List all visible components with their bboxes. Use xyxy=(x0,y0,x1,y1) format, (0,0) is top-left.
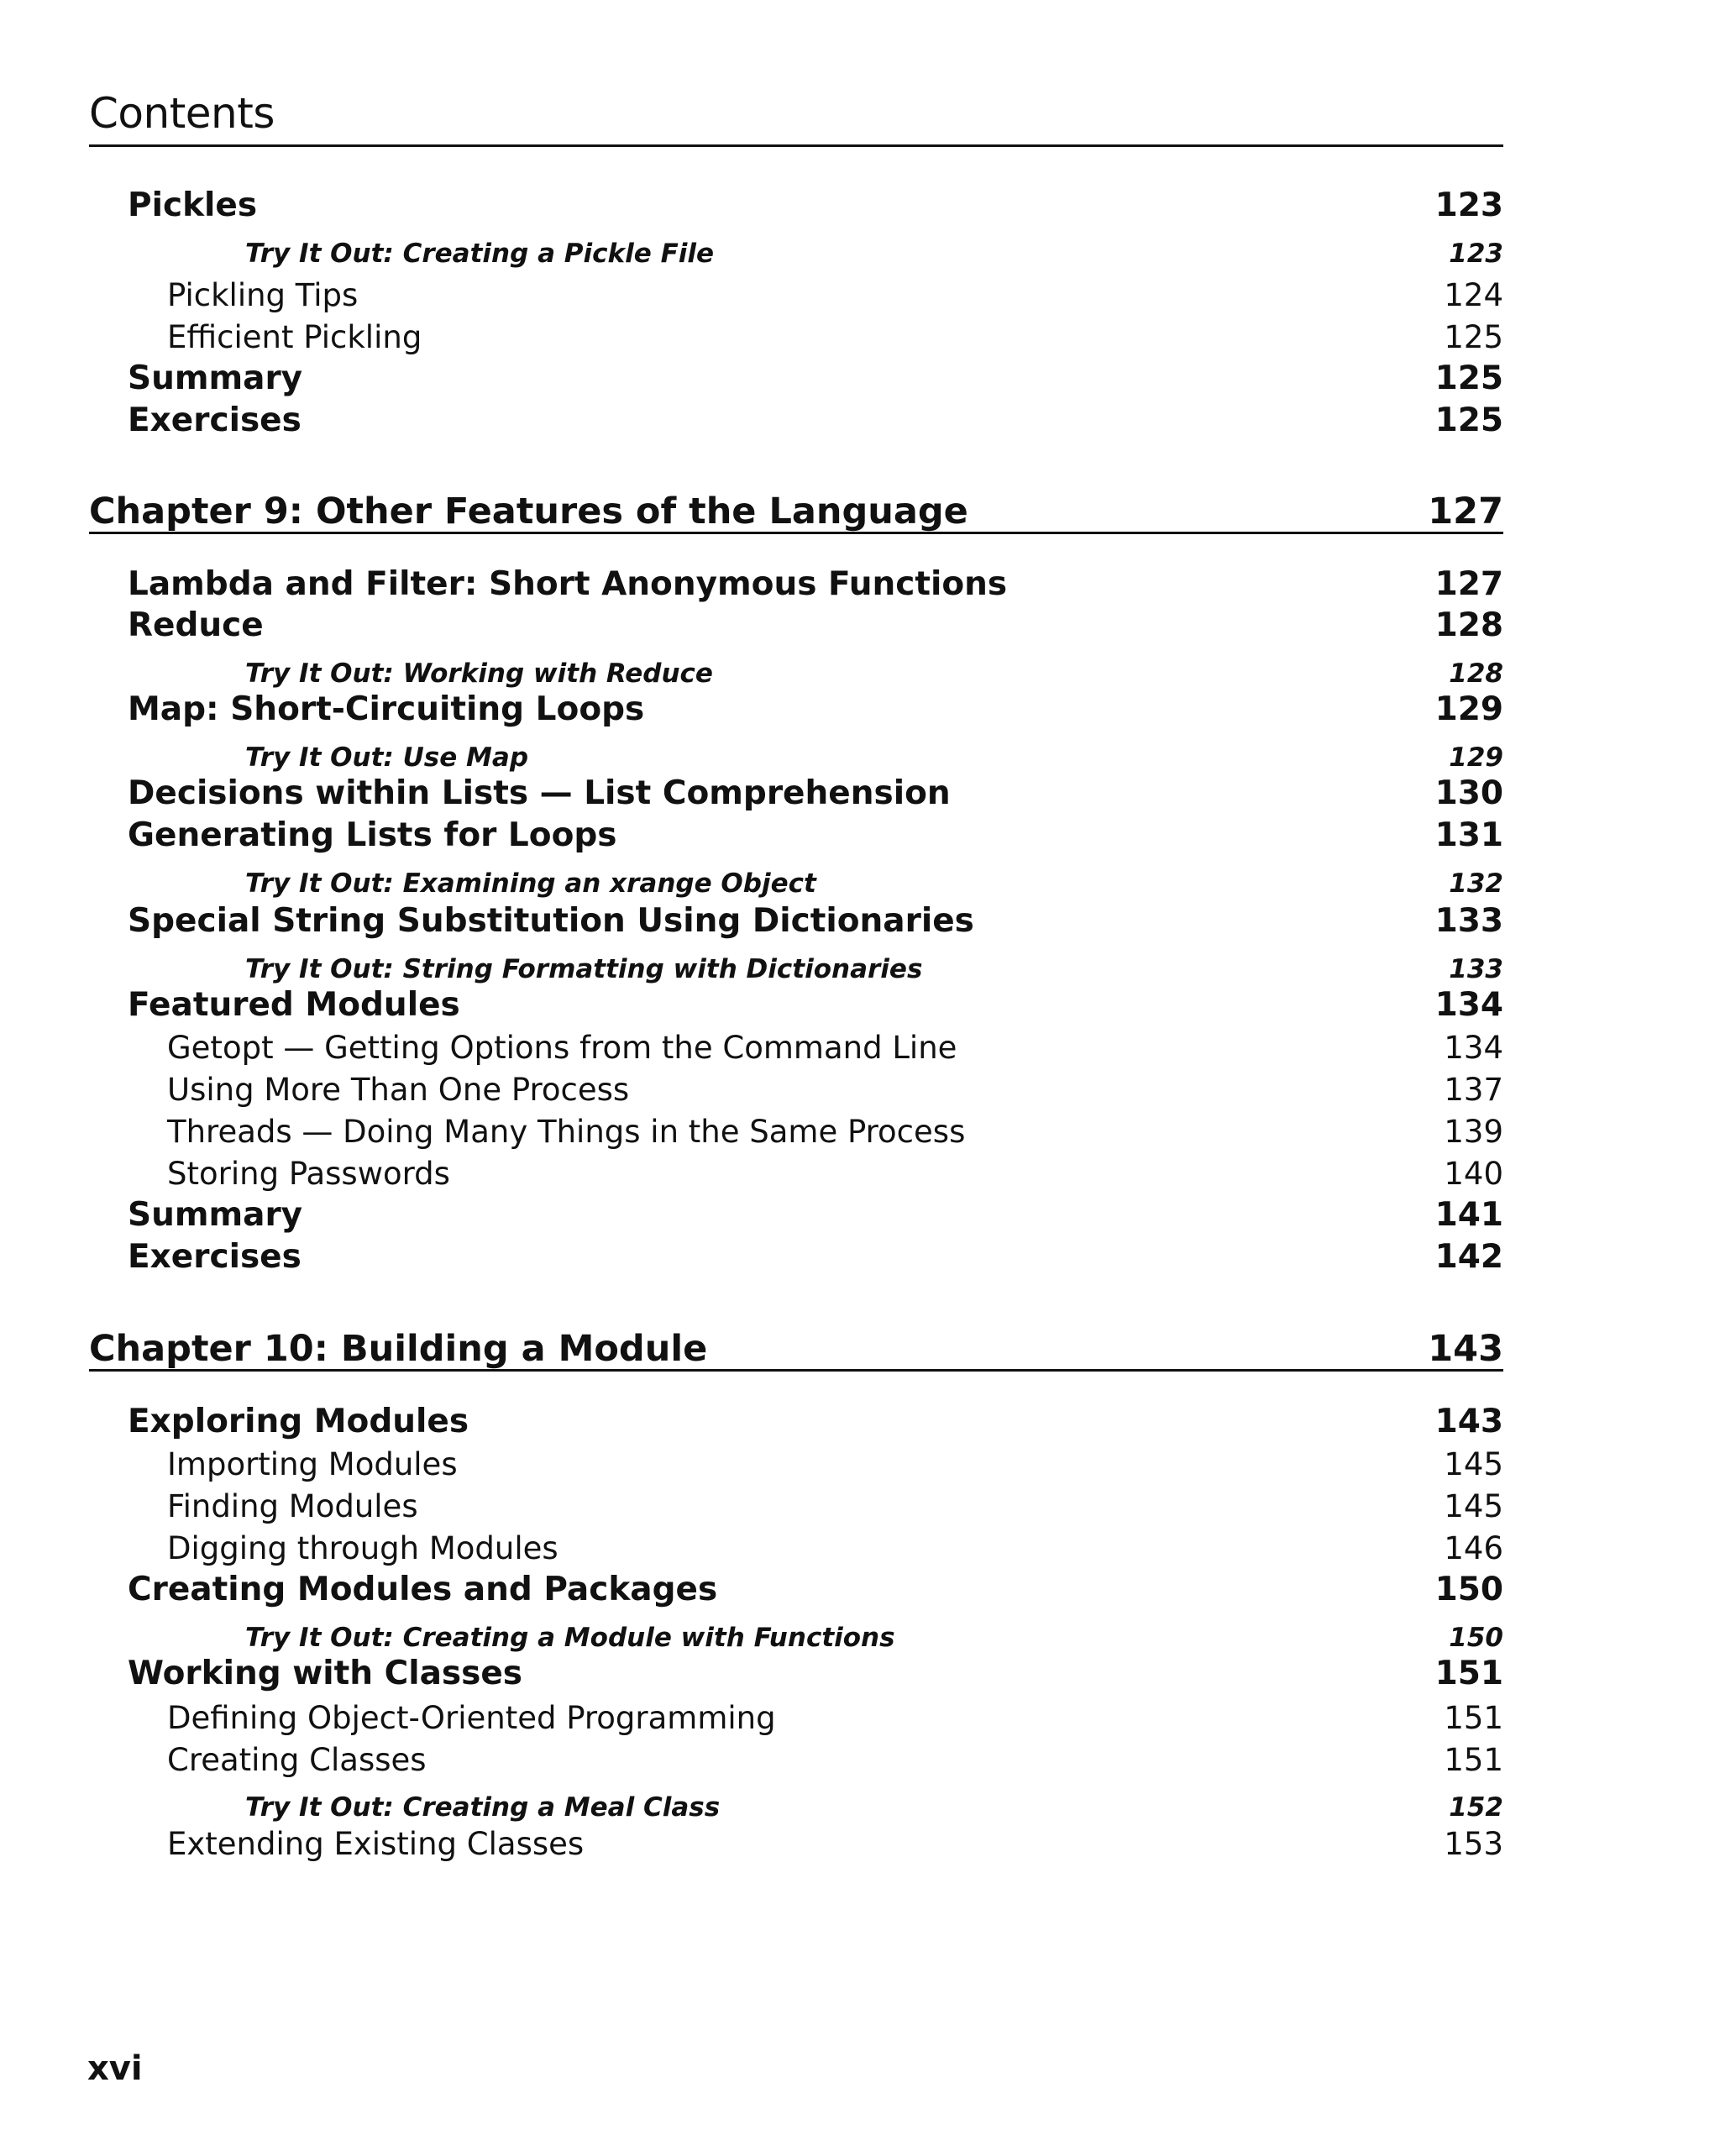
toc-section-entry xyxy=(89,565,1503,603)
toc-entry-page: 133 xyxy=(1449,954,1503,984)
toc-entry-page: 129 xyxy=(1434,690,1503,728)
toc-subsection-entry xyxy=(89,1030,1503,1066)
toc-entry-page: 133 xyxy=(1434,902,1503,940)
toc-entry-page: 125 xyxy=(1444,319,1503,355)
toc-subsection-entry xyxy=(89,1446,1503,1482)
page-title: Contents xyxy=(89,89,275,138)
toc-entry-title: Extending Existing Classes xyxy=(167,1826,585,1862)
toc-try-it-out-entry xyxy=(89,954,1503,984)
toc-entry-title: Try It Out: String Formatting with Dictionaries xyxy=(245,954,923,984)
toc-entry-title: Importing Modules xyxy=(167,1446,458,1482)
toc-section-entry xyxy=(89,690,1503,728)
toc-entry-page: 150 xyxy=(1434,1571,1503,1608)
toc-entry-title: Finding Modules xyxy=(167,1488,418,1524)
toc-entry-title: Storing Passwords xyxy=(167,1156,450,1192)
toc-try-it-out-entry xyxy=(89,742,1503,773)
toc-entry-title: Decisions within Lists — List Comprehension xyxy=(128,774,951,812)
toc-entry-title: Pickling Tips xyxy=(167,277,359,313)
toc-entry-title: Creating Modules and Packages xyxy=(128,1571,718,1608)
toc-section-entry xyxy=(89,1403,1503,1440)
toc-section-entry xyxy=(89,359,1503,397)
toc-entry-title: Chapter 9: Other Features of the Language xyxy=(89,490,968,532)
toc-entry-page: 153 xyxy=(1444,1826,1503,1862)
toc-section-entry xyxy=(89,1571,1503,1608)
toc-subsection-entry xyxy=(89,1700,1503,1736)
toc-section-entry xyxy=(89,1238,1503,1276)
toc-entry-page: 143 xyxy=(1428,1328,1503,1370)
toc-section-entry xyxy=(89,606,1503,644)
toc-subsection-entry xyxy=(89,1072,1503,1108)
toc-entry-page: 124 xyxy=(1444,277,1503,313)
toc-entry-title: Getopt — Getting Options from the Command Line xyxy=(167,1030,957,1066)
toc-entry-page: 137 xyxy=(1444,1072,1503,1108)
toc-entry-title: Chapter 10: Building a Module xyxy=(89,1328,708,1370)
toc-entry-title: Summary xyxy=(128,1196,303,1234)
toc-entry-page: 146 xyxy=(1444,1530,1503,1566)
toc-section-entry xyxy=(89,1196,1503,1234)
toc-entry-title: Creating Classes xyxy=(167,1742,427,1778)
toc-entry-page: 128 xyxy=(1434,606,1503,644)
toc-entry-page: 132 xyxy=(1449,868,1503,899)
toc-subsection-entry xyxy=(89,1742,1503,1778)
toc-try-it-out-entry xyxy=(89,868,1503,899)
toc-entry-page: 142 xyxy=(1434,1238,1503,1276)
toc-entry-title: Generating Lists for Loops xyxy=(128,816,617,854)
toc-entry-page: 123 xyxy=(1449,239,1503,269)
toc-entry-page: 150 xyxy=(1449,1623,1503,1653)
toc-entry-page: 127 xyxy=(1434,565,1503,603)
toc-entry-page: 129 xyxy=(1449,742,1503,773)
toc-entry-page: 145 xyxy=(1444,1446,1503,1482)
toc-entry-title: Reduce xyxy=(128,606,264,644)
toc-entry-page: 139 xyxy=(1444,1114,1503,1150)
toc-entry-page: 151 xyxy=(1444,1742,1503,1778)
toc-entry-page: 127 xyxy=(1428,490,1503,532)
toc-try-it-out-entry xyxy=(89,658,1503,689)
toc-entry-title: Lambda and Filter: Short Anonymous Functions xyxy=(128,565,1008,603)
toc-entry-page: 134 xyxy=(1444,1030,1503,1066)
toc-entry-title: Digging through Modules xyxy=(167,1530,558,1566)
toc-subsection-entry xyxy=(89,1156,1503,1192)
toc-entry-page: 128 xyxy=(1449,658,1503,689)
page-number: xvi xyxy=(87,2049,143,2088)
toc-section-entry xyxy=(89,1655,1503,1692)
toc-try-it-out-entry xyxy=(89,1792,1503,1823)
toc-entry-title: Defining Object-Oriented Programming xyxy=(167,1700,776,1736)
toc-entry-page: 134 xyxy=(1434,986,1503,1024)
toc-entry-page: 141 xyxy=(1434,1196,1503,1234)
toc-entry-page: 143 xyxy=(1434,1403,1503,1440)
toc-section-entry xyxy=(89,774,1503,812)
toc-try-it-out-entry xyxy=(89,239,1503,269)
toc-section-entry xyxy=(89,816,1503,854)
toc-entry-title: Try It Out: Use Map xyxy=(245,742,529,773)
toc-section-entry xyxy=(89,986,1503,1024)
toc-entry-title: Try It Out: Working with Reduce xyxy=(245,658,713,689)
toc-entry-page: 125 xyxy=(1434,401,1503,439)
toc-entry-title: Special String Substitution Using Dictionaries xyxy=(128,902,974,940)
toc-entry-title: Try It Out: Creating a Meal Class xyxy=(245,1792,721,1823)
toc-entry-page: 151 xyxy=(1434,1655,1503,1692)
toc-entry-title: Map: Short-Circuiting Loops xyxy=(128,690,645,728)
toc-section-entry xyxy=(89,902,1503,940)
table-of-contents xyxy=(89,0,1503,2156)
toc-entry-title: Try It Out: Creating a Module with Functions xyxy=(245,1623,895,1653)
toc-entry-title: Efficient Pickling xyxy=(167,319,422,355)
toc-subsection-entry xyxy=(89,1826,1503,1862)
toc-subsection-entry xyxy=(89,1488,1503,1524)
toc-chapter-heading xyxy=(89,1329,1503,1372)
toc-entry-title: Working with Classes xyxy=(128,1655,522,1692)
toc-entry-page: 131 xyxy=(1434,816,1503,854)
toc-entry-title: Threads — Doing Many Things in the Same Process xyxy=(167,1114,966,1150)
toc-subsection-entry xyxy=(89,1114,1503,1150)
toc-entry-title: Exercises xyxy=(128,1238,302,1276)
toc-entry-title: Try It Out: Creating a Pickle File xyxy=(245,239,715,269)
toc-entry-title: Using More Than One Process xyxy=(167,1072,630,1108)
toc-subsection-entry xyxy=(89,319,1503,355)
toc-try-it-out-entry xyxy=(89,1623,1503,1653)
toc-entry-title: Try It Out: Examining an xrange Object xyxy=(245,868,816,899)
toc-entry-page: 123 xyxy=(1434,186,1503,224)
toc-entry-page: 140 xyxy=(1444,1156,1503,1192)
toc-entry-page: 152 xyxy=(1449,1792,1503,1823)
toc-subsection-entry xyxy=(89,1530,1503,1566)
toc-entry-title: Pickles xyxy=(128,186,258,224)
toc-entry-page: 145 xyxy=(1444,1488,1503,1524)
toc-subsection-entry xyxy=(89,277,1503,313)
toc-entry-title: Exercises xyxy=(128,401,302,439)
toc-entry-page: 125 xyxy=(1434,359,1503,397)
toc-chapter-heading xyxy=(89,491,1503,534)
toc-entry-page: 151 xyxy=(1444,1700,1503,1736)
toc-entry-title: Summary xyxy=(128,359,303,397)
toc-section-entry xyxy=(89,186,1503,224)
toc-entry-page: 130 xyxy=(1434,774,1503,812)
toc-entry-title: Exploring Modules xyxy=(128,1403,469,1440)
toc-section-entry xyxy=(89,401,1503,439)
toc-entry-title: Featured Modules xyxy=(128,986,460,1024)
